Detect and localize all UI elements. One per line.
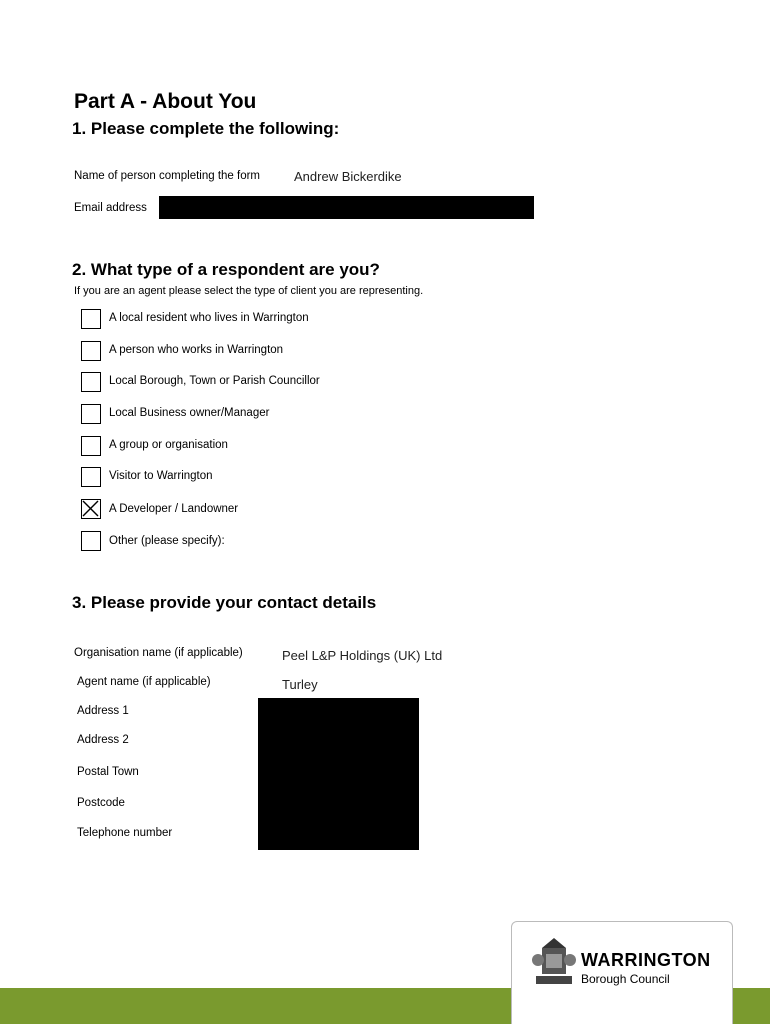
checkbox-councillor[interactable] bbox=[81, 372, 101, 392]
checkbox-visitor[interactable] bbox=[81, 467, 101, 487]
checkbox-developer-landowner[interactable] bbox=[81, 499, 101, 519]
checkbox-works-in-warrington[interactable] bbox=[81, 341, 101, 361]
agent-label: Agent name (if applicable) bbox=[77, 676, 211, 688]
postcode-label: Postcode bbox=[77, 797, 125, 809]
option-label: A Developer / Landowner bbox=[109, 503, 239, 515]
council-logo-card bbox=[511, 921, 733, 1024]
org-label: Organisation name (if applicable) bbox=[74, 647, 243, 659]
check-cross-icon bbox=[82, 500, 99, 517]
agent-field[interactable]: Turley bbox=[282, 677, 318, 692]
address2-label: Address 2 bbox=[77, 734, 129, 746]
option-label: Local Borough, Town or Parish Councillor bbox=[109, 375, 320, 387]
section2-subtitle: If you are an agent please select the type of client you are representing. bbox=[74, 285, 424, 297]
name-label: Name of person completing the form bbox=[74, 170, 261, 182]
option-label: Other (please specify): bbox=[109, 535, 225, 547]
part-title: Part A - About You bbox=[74, 90, 257, 113]
option-label: Local Business owner/Manager bbox=[109, 407, 270, 419]
org-field[interactable]: Peel L&P Holdings (UK) Ltd bbox=[282, 648, 443, 663]
email-label: Email address bbox=[74, 202, 147, 214]
name-field[interactable]: Andrew Bickerdike bbox=[294, 169, 402, 184]
checkbox-other[interactable] bbox=[81, 531, 101, 551]
checkbox-business-owner[interactable] bbox=[81, 404, 101, 424]
option-label: A local resident who lives in Warrington bbox=[109, 312, 309, 324]
logo-subtitle: Borough Council bbox=[581, 972, 670, 986]
section3-title: 3. Please provide your contact details bbox=[72, 593, 377, 612]
option-label: Visitor to Warrington bbox=[109, 470, 213, 482]
telephone-label: Telephone number bbox=[77, 827, 173, 839]
contact-details-redacted[interactable] bbox=[258, 698, 419, 850]
section2-title: 2. What type of a respondent are you? bbox=[72, 260, 380, 279]
logo-title: WARRINGTON bbox=[581, 950, 711, 970]
section1-title: 1. Please complete the following: bbox=[72, 119, 340, 138]
option-label: A group or organisation bbox=[109, 439, 228, 451]
council-crest-icon bbox=[532, 936, 576, 988]
address1-label: Address 1 bbox=[77, 705, 129, 717]
checkbox-local-resident[interactable] bbox=[81, 309, 101, 329]
email-field-redacted[interactable] bbox=[159, 196, 534, 219]
postal-town-label: Postal Town bbox=[77, 766, 139, 778]
checkbox-group-organisation[interactable] bbox=[81, 436, 101, 456]
option-label: A person who works in Warrington bbox=[109, 344, 284, 356]
